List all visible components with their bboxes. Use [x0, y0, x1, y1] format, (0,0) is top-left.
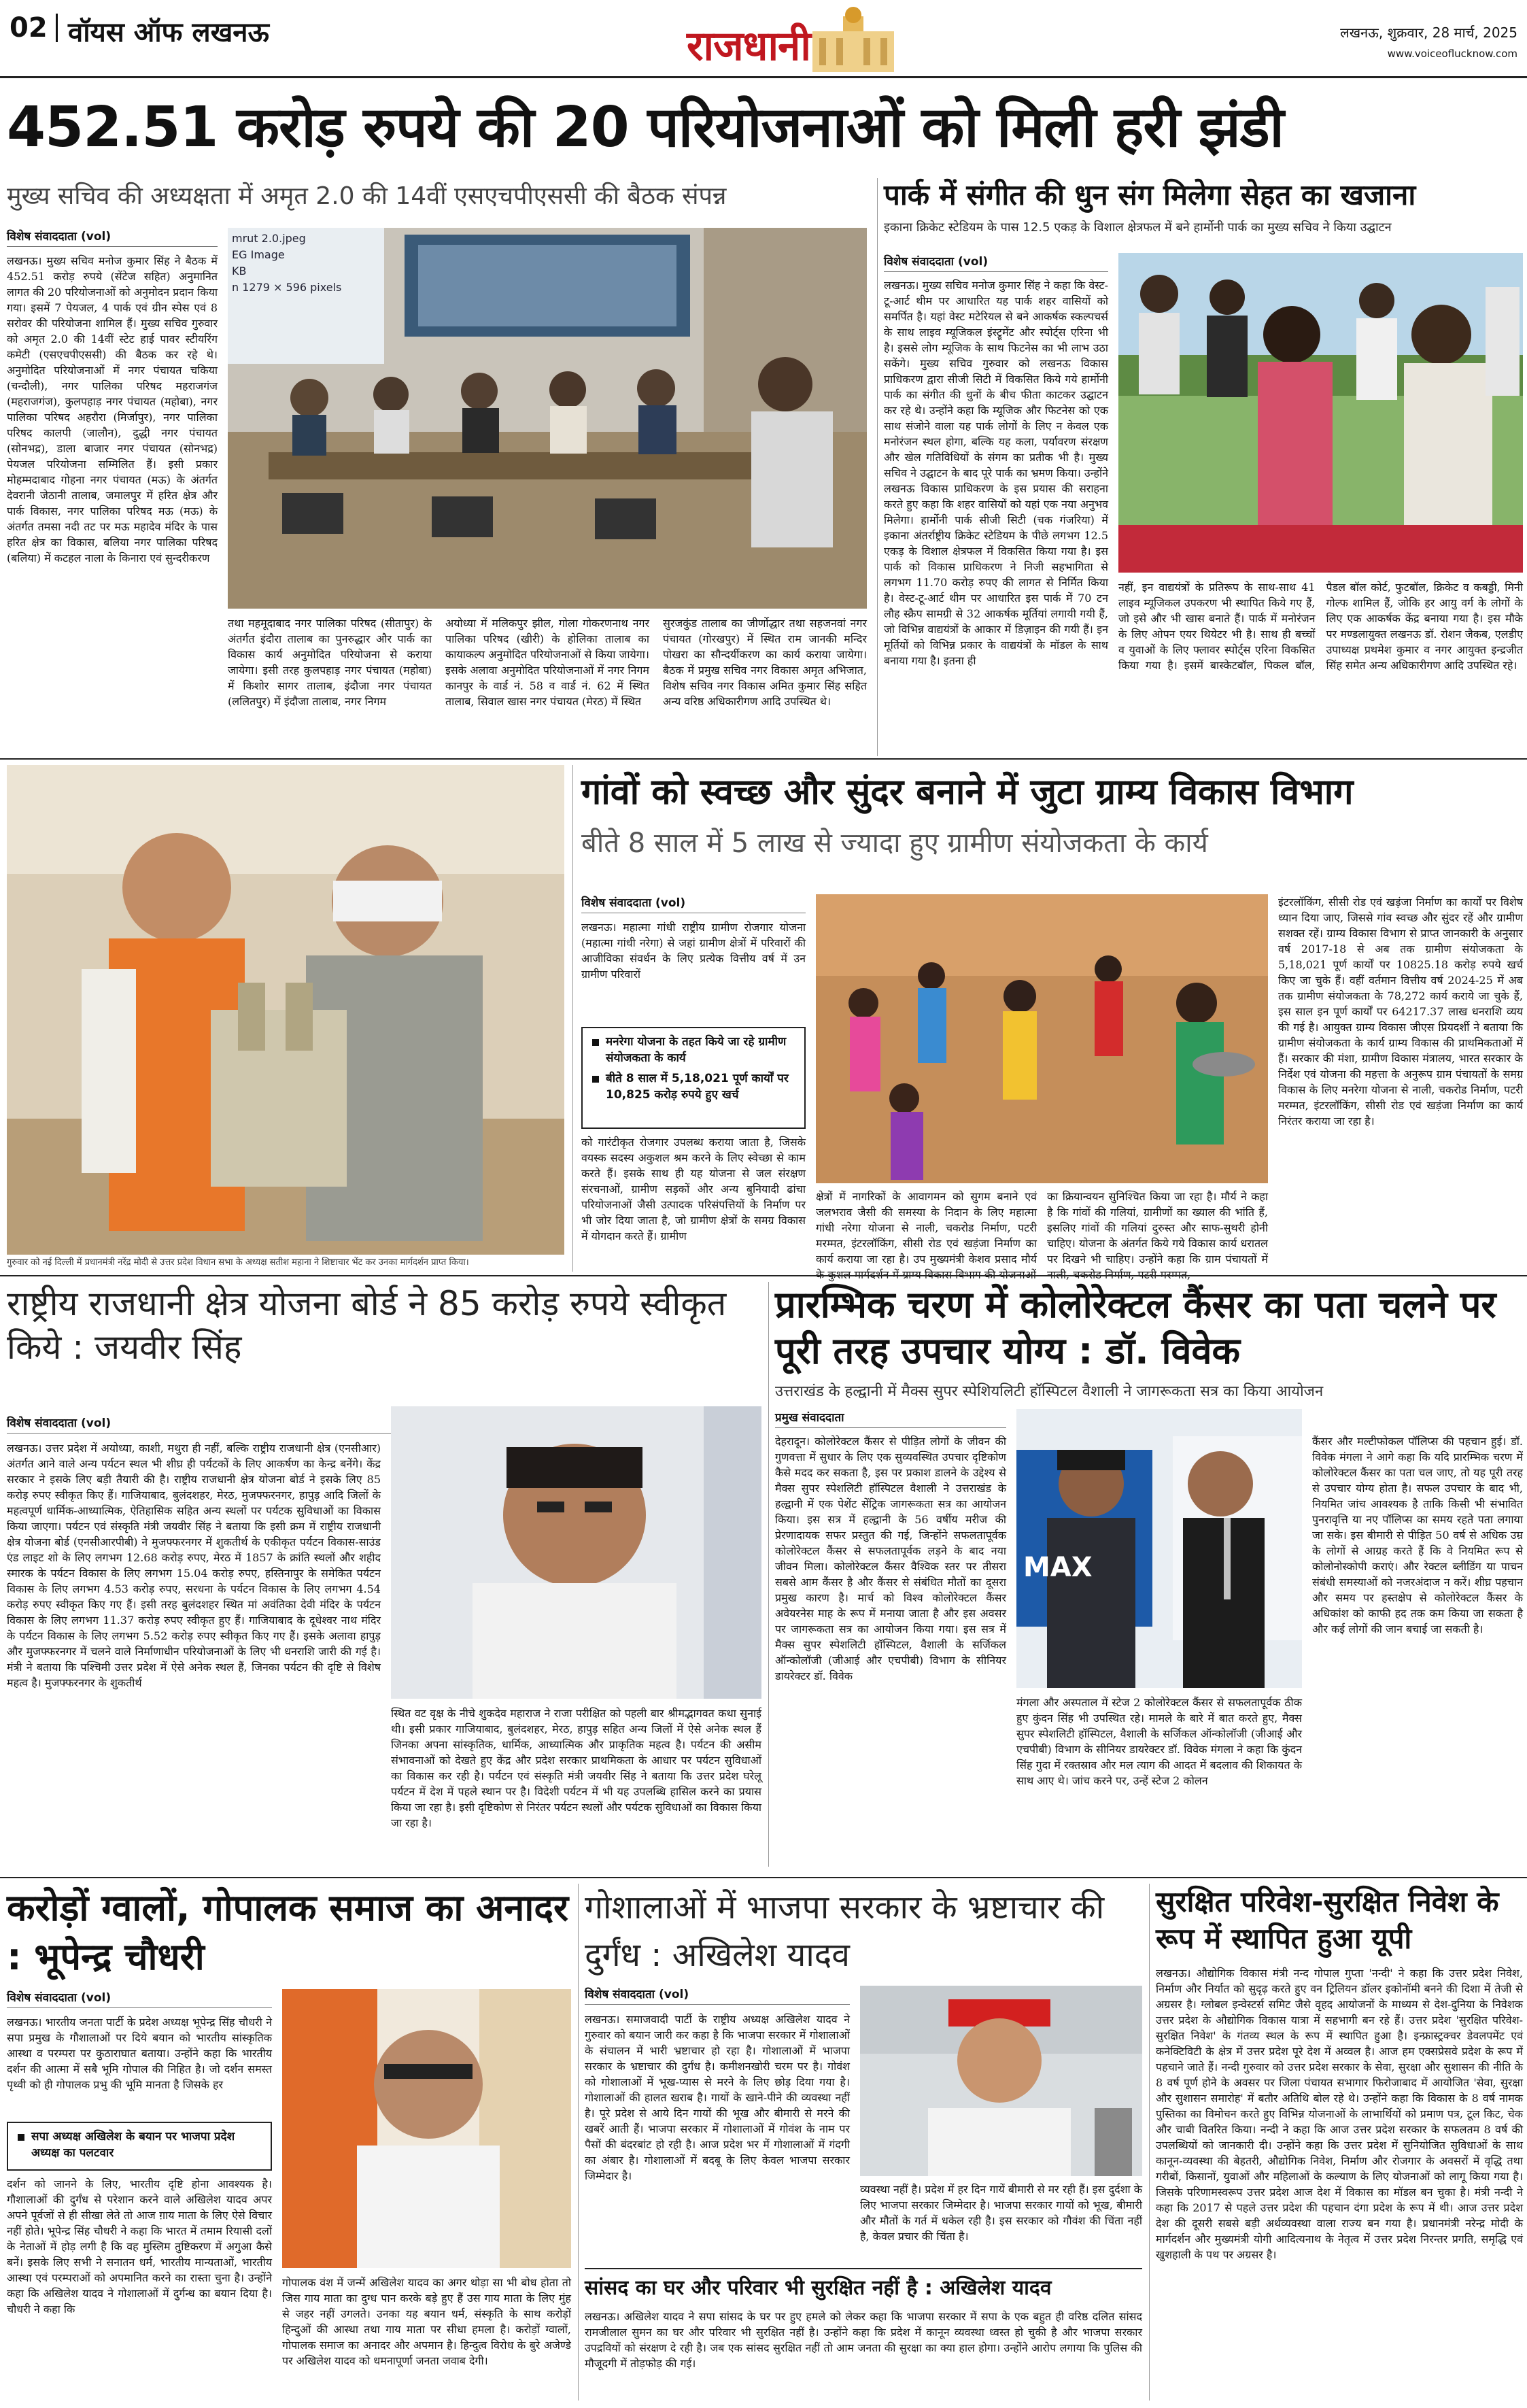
bhupendra-photo: [282, 1989, 571, 2268]
column-divider: [768, 1282, 769, 1867]
rural-callout-box: [581, 1027, 806, 1129]
cancer-event-photo: [1016, 1409, 1302, 1688]
park-inauguration-photo: [1118, 253, 1523, 573]
screen-filename: mrut 2.0.jpeg: [232, 232, 306, 245]
bhupendra-byline: विशेष संवाददाता (vol): [7, 1989, 272, 2008]
rural-body-col2: क्षेत्रों में नागरिकों के आवागमन को सुगम बनाने एवं जलभराव जैसी की समस्या के निदान के लिए महात्मा गांधी नरेगा योजना से नाली, चकरोड निर्माण, पटरी मरम्मत, इंटरलॉकिंग, सीसी रोड एवं खड़ंजा निर्माण का कार्य कराया जा रहा है। उप मुख्यमंत्री केशव प्रसाद मौर्य: [816, 1190, 1037, 1266]
bhupendra-body-col2: गोपालक वंश में जन्में अखिलेश यादव का अगर थोड़ा सा भी बोध होता तो जिस गाय माता का दुग्ध पान करके बड़े हुए हैं उस गाय माता के लिए मुंह से जहर नहीं उगलते। उनका यह बयान धर्म, संस्कृति के साथ करोड़ों हिन्दुओं की आस्था तथा गाय माता पर सीधा हमला है। करोड़ों ग्वालों, गोपालक समाज का अनादर और अपमान है। हिन्दुत्व विरोध के बुरे अजेण्डे पर अखिलेश यादव को धमनापूर्णा जनता जवाब देगी।: [282, 2276, 571, 2367]
park-body-col1: लखनऊ। मुख्य सचिव मनोज कुमार सिंह ने कहा कि वेस्ट-टू-आर्ट थीम पर आधारित यह पार्क शहर वासियों को समर्पित है। यहां वेस्ट मटेरियल से बने आकर्षक स्कल्पचर्स के साथ लाइव म्यूजिकल इंस्ट्रूमेंट और स्पोर्ट्स एरिना भी है। इससे लोग म्यूजिक के साथ फिटनेस का भी लाभ उठा सकेंगे। मुख्य सचिव गुरुवार को लखनऊ विकास प्राधिकरण द्वारा सीजी सिटी में विकसित किये गये हार्मोनी पार्क का संगीत की धुनों के बीच फीता काटकर उद्घाटन कर रहे थे। उन्होंने कहा कि म्यूजिक और फिटनेस को एक साथ संजोने वाला यह पार्क लोगों के लिए न केवल एक मनोरंजन स्थल होगा, बल्कि यह कला, पर्यावरण संरक्षण और खेल गतिविधियों के संगम का प्रतीक भी है। मुख्य सचिव ने उद्घाटन के बाद पूरे पार्क का भ्रमण किया। उन्होंने लखनऊ विकास प्राधिकरण के इस प्रयास की सराहना करते हुए कहा कि शहर वासियों को यहां एक नया अनुभव मिलेगा। हार्मोनी पार्क सीजी सिटी (चक गंजरिया) में इकाना अंतर्राष्ट्रीय क्रिकेट स्टेडियम के पीछे लगभग 12.5 एकड़ के विशाल क्षेत्रफल में विकसित किया गया है। इस पार्क को विकास प्राधिकरण ने निजी सहभागिता से लगभग 11.70 करोड़ रुपए की लागत से निर्मित किया है। वेस्ट-टू-आर्ट थीम पर आधारित इस पार्क में 70 टन लौह स्क्रैप सामग्री से 32 आकर्षक मूर्तियां लगायी गयी हैं, जो विभिन्न वाद्ययंत्रों के आकार में डिज़ाइन की गयी हैं। इन मूर्तियों को विभिन्न प्रकार के वाद्ययंत्रों के मॉडल के साथ बनाया गया है। इतना ही: [884, 279, 1108, 667]
ncr-headline: राष्ट्रीय राजधानी क्षेत्र योजना बोर्ड ने 85 करोड़ रुपये स्वीकृत किये : जयवीर सिंह: [7, 1284, 727, 1367]
ncr-body-col1: लखनऊ। उत्तर प्रदेश में अयोध्या, काशी, मथुरा ही नहीं, बल्कि राष्ट्रीय राजधानी क्षेत्र (एनसीआर) अंतर्गत आने वाले अन्य पर्यटन स्थल भी शीघ्र ही पर्यटकों के लिए आकर्षण का केन्द्र बनेंगे। केंद्र सरकार ने इसके लिए बड़ी तैयारी की है। राष्ट्रीय राजधानी क्षेत्र योजना बोर्ड ने इसके लिए 85 करोड़ रुपए स्वीकृत किए हैं। गाजियाबाद, बुलंदशहर, मेरठ, मुजफ्फरनगर, हापुड़ आदि जिलों के महत्वपूर्ण धार्मिक-आध्यात्मिक, ऐतिहासिक सहित अन्य स्थलों पर पर्यटक सुविधाओं का विकास किया जाएगा। पर्यटन एवं संस्कृति मंत्री जयवीर सिंह ने बताया कि इसी क्रम में राष्ट्रीय राजधानी क्षेत्र योजना बोर्ड (एनसीआरपीबी) ने मुजफ्फरनगर में शुकतीर्थ के एकीकृत पर्यटन विकास-साउंड एंड लाइट शो के लिए लगभग 12.68 करोड़ रुपए, मेरठ में 1857 के क्रांति स्थलों और शहीद स्मारक के पर्यटन विकास के लिए लगभग 15.04 करोड़ रुपए, हस्तिनापुर के समेकित पर्यटन विकास के लिए लगभग 4.53 करोड़ रुपए, सरधना के पर्यटन विकास के लिए लगभग 4.54 करोड़ रुपए स्वीकृत किए गए हैं। इसी तरह बुलंदशहर स्थित मां अवंतिका देवी मंदिर के पर्यटन विकास के लिए लगभग 11.37 करोड़ रुपए स्वीकृत हुए हैं। गाजियाबाद के दूधेश्वर नाथ मंदिर के पर्यटन विकास के लिए लगभग 5.52 करोड़ रुपए स्वीकृत किए गए हैं। इसके अलावा हापुड़ और मुजफ्फरनगर में चलने वाले निर्माणाधीन परियोजनाओं के लिए भी धनराशि जारी की गई है। मंत्री ने बताया कि पश्चिमी उत्तर प्रदेश में ऐसे अनेक स्थल हैं, जिनका पर्यटन की दृष्टि से विशेष महत्व है। मुजफ्फरनगर के शुकतीर्थ: [7, 1442, 381, 1689]
lead-byline: विशेष संवाददाता (vol): [7, 228, 218, 247]
akhilesh-headline: गोशालाओं में भाजपा सरकार के भ्रष्टाचार की दुर्गंध : अखिलेश यादव: [585, 1888, 1105, 1974]
investment-body: लखनऊ। औद्योगिक विकास मंत्री नन्द गोपाल गुप्ता 'नन्दी' ने कहा कि उत्तर प्रदेश निवेश, निर्माण और निर्यात को सुदृढ़ करते हुए वन ट्रिलियन डॉलर इकोनॉमी बनने की दिशा में तेजी से अग्रसर है। ग्लोबल इन्वेस्टर्स समिट जैसे वृहद आयोजनों के माध्यम से देश-दुनिया के निवेशक उत्तर प्रदेश के औद्योगिक विकास यात्रा में सहभागी बन रहे हैं। उत्तर प्रदेश 'सुरक्षित परिवेश-सुरक्षित निवेश' के गंतव्य स्थल के रूप में स्थापित हुआ है। इन्फ्रास्ट्रक्चर डेवलपमेंट एवं कनेक्टिविटी के क्षेत्र में उत्तर प्रदेश पूरे देश में अव्वल है। आज हम एक्सप्रेसवे प्रदेश के रूप में पहचाने जाते हैं। नन्दी गुरुवार को उत्तर प्रदेश सरकार के सेवा, सुरक्षा और सुशासन की नीति के 8 वर्ष पूर्ण होने के अवसर पर जिला पंचायत सभागार फिरोजाबाद में आयोजित 'सेवा, सुरक्षा और सुशासन समारोह' में बतौर अतिथि बोल रहे थे। उन्होंने कहा कि विकास के 8 वर्ष नामक पुस्तिका का विमोचन करते हुए विभिन्न योजनाओं के लाभार्थियों को प्रमाण पत्र, टूल किट, चेक और चाबी वितरित किया। नन्दी ने कहा कि आज उत्तर प्रदेश सरकार के सफलतम 8 वर्ष की उपलब्धियों को जानकारी दी। उन्होंने कहा कि उत्तर प्रदेश में सुनियोजित सुविधाओं के साथ कानून-व्यवस्था की बेहतरी, औद्योगिक निवेश, निर्माण और रोजगार के अवसरों में वृद्धि तथा गरीबों, किसानों, युवाओं और महिलाओं के कल्याण के लिए योजनाओं को लागू किया गया है। जिसके परिणामस्वरूप उत्तर प्रदेश आज देश में विकास का मॉडल बन चुका है। मंत्री नन्दी ने कहा कि 2017 से पहले उत्तर प्रदेश की पहचान दंगा प्रदेश के रूप में थी। आज उत्तर प्रदेश देश की दूसरी सबसे बड़ी अर्थव्यवस्था वाला राज्य बन गया है। प्रधानमंत्री नरेन्द्र मोदी के मार्गदर्शन और मुख्यमंत्री योगी आदित्यनाथ के नेतृत्व में उत्तर प्रदेश निरन्तर प्रगति, समृद्धि एवं खुशहाली के पथ पर अग्रसर है।: [1156, 1967, 1523, 2261]
lead-body-col1: लखनऊ। मुख्य सचिव मनोज कुमार सिंह ने बैठक में 452.51 करोड़ रुपये (सेंटेज सहित) अनुमानित लागत की 20 परियोजनाओं को अनुमोदन प्रदान किया गया। इसमें 7 पेयजल, 4 पार्क एवं ग्रीन स्पेस एवं 8 सरोवर की परियोजना शामिल हैं। मुख्य सचिव गुरुवार को अमृत 2.0 की 14वीं स्टेट हाई पावर स्टीयरिंग कमेटी (एसएचपीएससी) की बैठक कर रहे थे। अनुमोदित परियोजनाओं में नगर पंचायत चकिया (चन्दौली), नगर पालिका परिषद महराजगंज (महराजगंज), कुलपहाड़ नगर पंचायत (महोबा), नगर पालिका परिषद अहरौरा (मिर्जापुर), नगर पालिका परिषद कालपी (जालौन), दुद्धी नगर पंचायत (सोनभद्र), डाला बाजार नगर पंचायत (सोनभद्र) पेयजल परियोजना सम्मिलित हैं। इसी प्रकार मोहम्मदाबाद गोहना नगर पंचायत (मऊ) के अंतर्गत देवरानी जेठानी तालाब, जमालपुर में हरित क्षेत्र और पार्क विकास, नगर पालिका परिषद मऊ (मऊ) के अंतर्गत तमसा नदी तट पर मऊ महादेव मंदिर के पास हरित क्षेत्र का विकास, बलिया नगर पालिका परिषद (बलिया) में कटहल नाला के किनारा एवं सुन्दरीकरण: [7, 254, 218, 564]
rural-callout-item: मनरेगा योजना के तहत किये जा रहे ग्रामीण संयोजकता के कार्य: [591, 1034, 796, 1066]
lead-subhead: मुख्य सचिव की अध्यक्षता में अमृत 2.0 की 14वीं एसएचपीएससी की बैठक संपन्न: [7, 182, 727, 210]
cancer-byline: प्रमुख संवाददाता: [775, 1409, 1006, 1428]
park-headline: पार्क में संगीत की धुन संग मिलेगा सेहत का खजाना: [884, 178, 1416, 211]
rural-body-col4: इंटरलॉकिंग, सीसी रोड एवं खड़ंजा निर्माण का कार्यों पर विशेष ध्यान दिया जाए, जिससे गांव स्वच्छ और सुंदर रहें और ग्रामीण सशक्त रहें। ग्राम्य विकास विभाग से प्राप्त जानकारी के अनुसार वर्ष 2017-18 से अब तक ग्रामीण संयोजकता के 5,18,021 पूर्ण कार्यों पर 10825.18 करोड़ रुपये खर्च किए जा चुके हैं। वहीं वर्तमान वित्तीय वर्ष 2024-25 में अब तक ग्रामीण संयोजकता के 78,272 कार्य कराये जा चुके हैं, इस साल इन पूर्ण कार्यों पर 64217.37 लाख धनराशि व्यय की गई है। आयुक्त ग्राम्य विकास जीएस प्रियदर्शी ने बताया कि ग्रामीण संयोजकता के कार्य ग्राम्य विकास की प्राथमिकताओं में हैं। सरकार की मंशा, ग्रामीण विकास मंत्रालय, भारत सरकार के निर्देश एवं योजना की महत्ता के अनुरूप ग्राम पंचायतों के समग्र विकास के लिए मनरेगा योजना से नाली, चकरोड निर्माण, पटरी मरम्मत, इंटरलॉकिंग, सीसी रोड एवं खड़ंजा निर्माण का कार्य निरंतर कराया जा रहा है।: [1278, 896, 1523, 1127]
jaiveer-singh-photo: [391, 1406, 761, 1699]
lead-body-col2: तथा महमूदाबाद नगर पालिका परिषद (सीतापुर) के अंतर्गत इंदौरा तालाब का पुनरुद्धार और पार्क का विकास कार्य अनुमोदित परियोजना से कराया जायेगा। इसी तरह कुलपहाड़ नगर पंचायत (महोबा) में किशोर सागर तालाब, इंदौजा नगर पंचायत (ललितपुर) में इंदौजा तालाब, नगर निगम: [228, 617, 432, 708]
rural-body-col3: का क्रियान्वयन सुनिश्चित किया जा रहा है। मौर्य ने कहा है कि गांवों की गलियां, ग्रामीणों का ख्याल की भांति हैं, इसलिए गांवों की गलियां दुरुस्त और साफ-सुथरी होनी चाहिए। योजना के अंतर्गत किये गये विकास कार्य धरातल पर दिखने भी चाहिए। उन्होंने कहा कि ग्राम पंचायतों में: [1047, 1190, 1268, 1266]
section-divider: [0, 1275, 1527, 1276]
column-divider: [877, 178, 878, 756]
cancer-headline: प्रारम्भिक चरण में कोलोरेक्टल कैंसर का पता चलने पर पूरी तरह उपचार योग्य : डॉ. विवेक: [775, 1283, 1496, 1372]
park-body-col2: नहीं, इन वाद्ययंत्रों के प्रतिरूप के साथ-साथ 41 लाइव म्यूजिकल उपकरण भी स्थापित किये गए हैं, जो इसे और भी खास बनाते हैं। पार्क में मनोरंजन के लिए ओपन एयर थियेटर भी है। साथ ही बच्चों व युवाओं के लिए फ्लावर स्पोर्ट्स एरिना विकसित किया गया है। इसमें बास्केटबॉल, पिकल बॉल, पैडल बॉल कोर्ट, फुटबॉल, क्रिकेट व कबड्डी, मिनी गोल्फ शामिल हैं, जोकि हर आयु वर्ग के लोगों के लिए एक आकर्षक केंद्र बनाया गया है। इस मौके पर मण्डलायुक्त लखनऊ डॉ. रोशन जैकब, एलडीए उपाध्यक्ष प्रथमेश कुमार व नगर आयुक्त इन्द्रजीत सिंह समेत अन्य अधिकारीगण आदि उपस्थित रहे।: [1118, 581, 1523, 672]
bhupendra-headline: करोड़ों ग्वालों, गोपालक समाज का अनादर : भूपेन्द्र चौधरी: [7, 1886, 569, 1978]
akhilesh-photo: [860, 1986, 1142, 2176]
screen-filesize: KB: [232, 265, 247, 277]
cancer-body-col3: कैंसर और मल्टीफोकल पॉलिप्स की पहचान हुई। डॉ. विवेक मंगला ने आगे कहा कि यदि प्रारम्भिक चरण में कोलोरेक्टल कैंसर का पता चल जाए, तो यह पूरी तरह से उपचार योग्य होता है। सफल उपचार के बाद भी, नियमित जांच आवश्यक है ताकि किसी भी संभावित पुनरावृत्ति या नए पॉलिप्स का समय रहते पता लगाया जा सके। इस बीमारी से पीड़ित 50 वर्ष से अधिक उम्र के लोगों से आग्रह करते हैं कि वे नियमित रूप से कोलोनोस्कोपी कराएं। और रेक्टल ब्लीडिंग या पाचन संबंधी समस्याओं को नजरअंदाज न करें। शीघ्र पहचान और समय पर हस्तक्षेप से कोलोरेक्टल कैंसर के अधिकांश को काफी हद तक कम किया जा सकता है और कई लोगों की जान बचाई जा सकती है।: [1312, 1435, 1524, 1635]
logo: [687, 4, 904, 79]
website-link[interactable]: www.voiceoflucknow.com: [1387, 48, 1517, 60]
lead-body-col3: अयोध्या में मलिकपुर झील, गोला गोकरणनाथ नगर पालिका परिषद (खीरी) के होलिका तालाब का कायाकल्प अनुमोदित परियोजनाओं से किया जायेगा। इसके अलावा अनुमोदित परियोजनाओं में नगर निगम कानपुर के वार्ड नं. 58 व वार्ड नं. 62 में स्थित तालाब, सिवाल खास नगर पंचायत (मेरठ) में स्थित: [445, 617, 649, 708]
issue-date: लखनऊ, शुक्रवार, 28 मार्च, 2025: [1340, 24, 1517, 41]
pm-meeting-photo: [7, 765, 564, 1255]
section-title: वॉयस ऑफ लखनऊ: [68, 17, 269, 48]
bhupendra-body-col1b: दर्शन को जानने के लिए, भारतीय दृष्टि होना आवश्यक है। गौशालाओं की दुर्गंध से परेशान करने वाले अखिलेश यादव अपर अपने पूर्वजों से ही सीखा लेते तो आज ग़ाय माता के लिए ऐसे विचार नहीं होते। भूपेन्द्र सिंह चौधरी ने कहा कि भारत में तमाम रियासी दलों के नेताओं में होड़ लगी है कि वह मुस्लिम तुष्टिकरण में अगुआ कैसे बनें। इसके लिए सभी ने सनातन धर्म, भारतीय मान्यताओं, भारतीय आस्था एवं परम्पराओं को अपमानित करने का रास्ता चुना है। उन्होंने कहा कि अखिलेश यादव ने गोशालाओं में दुर्गन्ध का बयान दिया है। चौधरी ने कहा कि: [7, 2177, 272, 2316]
rural-workers-photo: [816, 894, 1268, 1183]
investment-headline: सुरक्षित परिवेश-सुरक्षित निवेश के रूप में स्थापित हुआ यूपी: [1156, 1885, 1499, 1955]
bhupendra-callout-box: [7, 2122, 272, 2171]
pm-photo-caption: गुरुवार को नई दिल्ली में प्रधानमंत्री नरेंद्र मोदी से उत्तर प्रदेश विधान सभा के अध्यक्ष सतीश महाना ने शिष्टाचार भेंट कर उनका मार्गदर्शन प्राप्त किया।: [7, 1257, 469, 1268]
cancer-body-col1: देहरादून। कोलोरेक्टल कैंसर से पीड़ित लोगों के जीवन की गुणवत्ता में सुधार के लिए एक सुव्यवस्थित उपचार दृष्टिकोण कैसे मदद कर सकता है, इस पर प्रकाश डालने के उद्देश्य से मैक्स सुपर स्पेशलिटी हॉस्पिटल वैशाली ने उत्तराखंड के हल्द्वानी में एक पेशेंट सेंट्रिक जागरूकता सत्र का आयोजन किया। इस सत्र में हल्द्वानी के 56 वर्षीय मरीज की प्रेरणादायक सफर प्रस्तुत की गई, जिन्होंने सफलतापूर्वक कोलोरेक्टल कैंसर से सफलतापूर्वक लड़ने के बाद नया जीवन मिला। कोलोरेक्टल कैंसर वैश्विक स्तर पर तीसरा सबसे आम कैंसर है और कैंसर से संबंधित मौतों का दूसरा प्रमुख कारण है। मार्च को विश्व कोलोरेक्टल कैंसर अवेयरनेस माह के रूप में मनाया जाता है और इस अवसर पर जागरूकता सत्र का आयोजन किया गया। इस सत्र में मैक्स सुपर स्पेशलिटी हॉस्पिटल, वैशाली के सर्जिकल ऑन्कोलॉजी (जीआई और एचपीबी) विभाग के सीनियर डायरेक्टर डॉ. विवेक: [775, 1435, 1006, 1682]
rural-subhead: बीते 8 साल में 5 लाख से ज्यादा हुए ग्रामीण संयोजकता के कार्य: [581, 828, 1208, 859]
lead-body-col4: सुरजकुंड तालाब का जीर्णोद्धार तथा सहजनवां नगर पंचायत (गोरखपुर) में स्थित राम जानकी मन्दिर पोखरा का सौन्दर्यीकरण का कार्य कराया जायेगा। बैठक में प्रमुख सचिव नगर विकास अमृत अभिजात, विशेष सचिव नगर विकास अमित कुमार सिंह सहित अन्य वरिष्ठ अधिकारीगण आदि उपस्थित थे।: [663, 617, 867, 708]
page-number: 02: [10, 12, 48, 44]
rural-headline: गांवों को स्वच्छ और सुंदर बनाने में जुटा ग्राम्य विकास विभाग: [581, 772, 1354, 813]
lead-headline: 452.51 करोड़ रुपये की 20 परियोजनाओं को मिली हरी झंडी: [7, 95, 1284, 160]
lead-meeting-photo: [228, 228, 867, 609]
masthead: [0, 0, 1527, 78]
rural-body-col1a: लखनऊ। महात्मा गांधी राष्ट्रीय ग्रामीण रोजगार योजना (महात्मा गांधी नरेगा) से जहां ग्रामीण क्षेत्रों में परिवारों की आजीविका संवर्धन के लिए प्रत्येक वित्तीय वर्ष में उन ग्रामीण परिवारों: [581, 921, 806, 981]
column-divider: [572, 765, 573, 1272]
rural-byline: विशेष संवाददाता (vol): [581, 894, 806, 913]
mp-box-headline: सांसद का घर और परिवार भी सुरक्षित नहीं है : अखिलेश यादव: [585, 2276, 1052, 2300]
cancer-body-col2: मंगला और अस्पताल में स्टेज 2 कोलोरेक्टल कैंसर से सफलतापूर्वक ठीक हुए कुंदन सिंह भी उपस्थित रहे। मामले के बारे में बात करते हुए, मैक्स सुपर स्पेशलिटी हॉस्पिटल, वैशाली के सर्जिकल ऑन्कोलॉजी (जीआई और एचपीबी) विभाग के सीनियर डायरेक्टर डॉ. विवेक मंगला ने कहा कि कुंदन सिंह गुदा में रक्तस्राव और मल त्याग की आदत में बदलाव की शिकायत के साथ आए थे। जांच करने पर, उन्हें स्टेज 2 कोलन: [1016, 1696, 1302, 1787]
screen-filetype: EG Image: [232, 248, 285, 261]
cancer-subhead: उत्तराखंड के हल्द्वानी में मैक्स सुपर स्पेशियलिटी हॉस्पिटल वैशाली ने जागरूकता सत्र का किया आयोजन: [775, 1383, 1324, 1400]
ncr-byline: विशेष संवाददाता (vol): [7, 1414, 761, 1434]
bhupendra-callout-item: सपा अध्यक्ष अखिलेश के बयान पर भाजपा प्रदेश अध्यक्ष का पलटवार: [16, 2129, 262, 2161]
park-byline: विशेष संवाददाता (vol): [884, 253, 1108, 272]
akhilesh-byline: विशेष संवाददाता (vol): [585, 1986, 850, 2005]
ncr-body-col2: स्थित वट वृक्ष के नीचे शुकदेव महाराज ने राजा परीक्षित को पहली बार श्रीमद्भागवत कथा सुनाई थी। इसी प्रकार गाजियाबाद, बुलंदशहर, मेरठ, हापुड़ सहित अन्य जिलों में ऐसे अनेक स्थल हैं जिनका अपना सांस्कृतिक, धार्मिक, आध्यात्मिक और प्राकृतिक महत्व है। पर्यटन की असीम संभावनाओं को देखते हुए केंद्र और प्रदेश सरकार प्राथमिकता के आधार पर पर्यटन सुविधाओं का विकास कर रही है। पर्यटन एवं संस्कृति मंत्री जयवीर सिंह ने बताया कि उत्तर प्रदेश घरेलू पर्यटन में देश में पहले स्थान पर है। विदेशी पर्यटन में भी यह उपलब्धि हासिल करने का प्रयास किया जा रहा है। इसी दृष्टिकोण से निरंतर पर्यटन स्थलों और पर्यटक सुविधाओं का विकास किया जा रहा है।: [391, 1707, 761, 1829]
section-divider: [0, 1877, 1527, 1878]
akhilesh-body-col2: व्यवस्था नहीं है। प्रदेश में हर दिन गायें बीमारी से मर रही हैं। इस दुर्दशा के लिए भाजपा सरकार जिम्मेदार है। भाजपा सरकार गायों को भूख, बीमारी और मौतों के गर्त में धकेल रही है। इस सरकार को गौवंश की चिंता नहीं है, केवल प्रचार की चिंता है।: [860, 2183, 1142, 2243]
rural-callout-item: बीते 8 साल में 5,18,021 पूर्ण कार्यों पर 10,825 करोड़ रुपये हुए खर्च: [591, 1070, 796, 1103]
bhupendra-body-col1a: लखनऊ। भारतीय जनता पार्टी के प्रदेश अध्यक्ष भूपेन्द्र सिंह चौधरी ने सपा प्रमुख के गौशालाओं पर दिये बयान को भारतीय सांस्कृतिक आस्था व परम्परा पर कुठाराघात बताया। उन्होंने कहा कि भारतीय दर्शन की आत्मा में सबै भूमि गोपाल की निहित है। जो दर्शन समस्त पृथ्वी को ही गोपालक प्रभु की भूमि मानता है जिसके हर: [7, 2016, 272, 2091]
column-divider: [578, 1884, 579, 2401]
rural-body-col1b: को गारंटीकृत रोजगार उपलब्ध कराया जाता है, जिसके वयस्क सदस्य अकुशल श्रम करने के लिए स्वेच्छा से काम करते हैं। इसके साथ ही यह योजना से जल संरक्षण संरचनाओं, ग्रामीण सड़कों और अन्य बुनियादी ढांचा परियोजनाओं जैसी उत्पादक परिसंपत्तियों के निर्माण पर भी जोर दिया जाता है, जो ग्रामीण क्षेत्रों के समग्र विकास में योगदान करते हैं। ग्रामीण: [581, 1136, 806, 1242]
mp-news-box: [585, 2268, 1142, 2401]
park-subhead: इकाना क्रिकेट स्टेडियम के पास 12.5 एकड़ के विशाल क्षेत्रफल में बने हार्मोनी पार्क का मुख्य सचिव ने किया उद्घाटन: [884, 220, 1392, 235]
masthead-divider: [56, 14, 58, 42]
akhilesh-body-col1: लखनऊ। समाजवादी पार्टी के राष्ट्रीय अध्यक्ष अखिलेश यादव ने गुरुवार को बयान जारी कर कहा है कि भाजपा सरकार में गोशालाओं के संचालन में भारी भ्रष्टाचार हो रहा है। गोशालाओं में भाजपा सरकार के भ्रष्टाचार की दुर्गंध है। कमीशनखोरी चरम पर है। गोवंश को गोशालाओं में भूख-प्यास से मरने के लिए छोड़ दिया गया है। गोशालाओं की हालत खराब है। गायों के खाने-पीने की व्यवस्था नहीं है। पूरे प्रदेश से आये दिन गायों की भूख और बीमारी से मरने की खबरें आती हैं। भाजपा सरकार में गोशालाओं में गोवंश के नाम पर पैसों की बंदरबांट हो रही है। आज प्रदेश भर में गोशालाओं में गंदगी का अंबार है। गोशालाओं में बदबू के लिए केवल भाजपा सरकार जिम्मेदार है।: [585, 2013, 850, 2182]
logo-text: राजधानी: [687, 22, 810, 70]
section-divider: [0, 758, 1527, 760]
max-board-text: MAX: [1023, 1552, 1093, 1583]
column-divider: [1149, 1884, 1150, 2401]
mp-box-body: लखनऊ। अखिलेश यादव ने सपा सांसद के घर पर हुए हमले को लेकर कहा कि भाजपा सरकार में सपा के एक बहुत ही वरिष्ठ दलित सांसद रामजीलाल सुमन का घर और परिवार भी सुरक्षित नहीं है। उन्होंने कहा कि प्रदेश में कानून व्यवस्था ध्वस्त हो चुकी है और भाजपा सरकार उपद्रवियों को संरक्षण दे रही है। जब एक सांसद सुरक्षित नहीं तो आम जनता की सुरक्षा का क्या हाल होगा। उन्होंने आरोप लगाया कि पुलिस की मौजूदगी में तोड़फोड़ की गई।: [585, 2310, 1142, 2370]
screen-dimensions: n 1279 × 596 pixels: [232, 281, 342, 294]
